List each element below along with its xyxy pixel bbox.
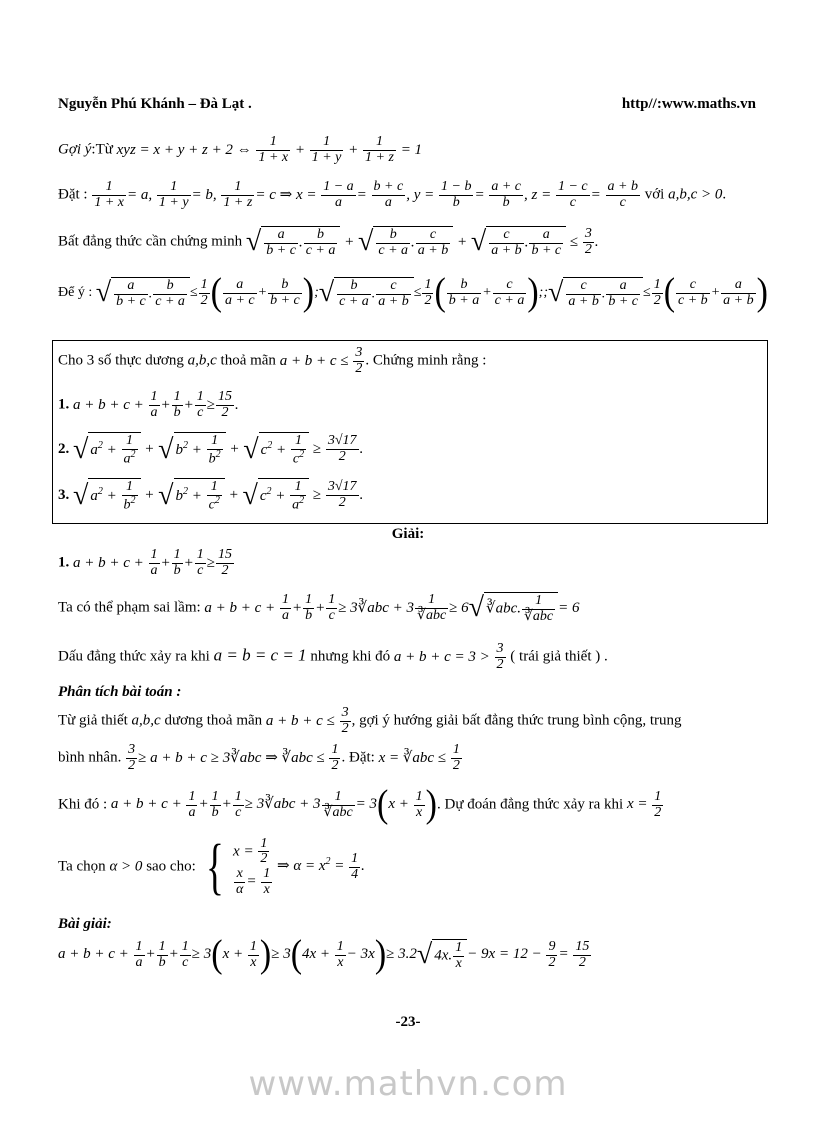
note-line: Để ý : √ $\frac{a}{b + c}$ . $\frac{b}{c + a}$ ≤ $\frac{1}{2}$ ( $\frac{a}{a + c}$ + $\frac{b}{b + c}$ );√ $\frac{b}{c + a}$ . $\frac{c}{a + b}$ ≤ $\frac{1}{2}$ ( $\frac{b}{b + a}$ + $\frac{c}{c + a}$ );;√ $\frac{c}{a + b}$ . $\frac{a}{b + c}$ ≤ $\frac{1}{2}$ ( $\frac{c}{c + b}$ + $\frac{a}{a + b}$ ) <box>58 271 768 314</box>
khi-do-line: Khi đó : a + b + c + $\frac{1}{a}$ + $\frac{1}{b}$ + $\frac{1}{c}$ ≥ 3∛abc + 3 $\frac{1}{\text{∛abc}}$ = 3(x + $\frac{1}{x}$ ). Dự đoán đẳng thức xảy ra khi x = $\frac{1}{2}$ <box>58 783 662 826</box>
inequality-to-prove: Bất đẳng thức cần chứng minh √ $\frac{a}{b + c}$ . $\frac{b}{c + a}$ + √ $\frac{b}{c + a}$ . $\frac{c}{a + b}$ + √ $\frac{c}{a + b}$ . $\frac{a}{b + c}$ ≤ $\frac{3}{2}$ . <box>58 226 599 258</box>
website-header: http//:www.maths.vn <box>621 96 756 112</box>
page-number: -23- <box>395 1014 421 1030</box>
analysis-line-1: Từ giả thiết a,b,c dương thoả mãn a + b + c ≤ $\frac{3}{2}$ , gợi ý hướng giải bất đẳng thức trung bình cộng, trung <box>58 705 682 736</box>
analysis-line-2: bình nhân. $\frac{3}{2}$ ≥ a + b + c ≥ 3∛abc ⇒ ∛abc ≤ $\frac{1}{2}$ . Đặt: x = ∛abc ≤ $\frac{1}{2}$ <box>58 742 460 773</box>
hint-line: Gợi ý:Từ xyz = x + y + z + 2 ⇔ $\frac{1}{1 + x}$ + $\frac{1}{1 + y}$ + $\frac{1}{1 + z}$ = 1 <box>58 134 423 165</box>
sao-cho-label: sao cho: <box>146 858 196 875</box>
solution-part-1: 1. a + b + c + $\frac{1}{a}$ + $\frac{1}{b}$ + $\frac{1}{c}$ ≥ $\frac{15}{2}$ <box>58 547 233 578</box>
analysis-line2-a: bình nhân. <box>58 749 122 766</box>
hint-label: Gợi ý <box>58 141 92 158</box>
item-number-1: 1. <box>58 396 70 413</box>
equality-text: Dấu đẳng thức xảy ra khi <box>58 648 210 665</box>
analysis-line1-a: Từ giả thiết <box>58 712 128 729</box>
equality-mid: nhưng khi đó <box>310 648 391 665</box>
hint-text: :Từ <box>91 141 113 158</box>
khi-do-label: Khi đó : <box>58 796 108 813</box>
mistake-text: Ta có thể phạm sai lầm: <box>58 599 201 616</box>
solution-title: Giải: <box>391 526 425 542</box>
problem-prove: . Chứng minh rằng : <box>365 352 487 369</box>
problem-item-2: 2. √ $a^2$ + $\frac{1}{a^2}$ + √ $b^2$ + $\frac{1}{b^2}$ + √ $c^2$ + $\frac{1}{c^2}$ ≥ $\frac{3√17}{2}$ . <box>58 433 364 467</box>
problem-condition: thoả mãn <box>220 352 276 369</box>
analysis-dat: . Đặt: <box>341 749 375 766</box>
analysis-line1-c: , gợi ý hướng giải bất đẳng thức trung bình cộng, trung <box>351 712 682 729</box>
de-y-label: Để ý : <box>58 285 93 301</box>
du-doan-text: . Dự đoán đẳng thức xảy ra khi <box>436 796 624 813</box>
choose-alpha-line: Ta chọn α > 0 sao cho: { x = $\frac{1}{2}$ $\frac{x}{\alpha}$ = $\frac{1}{x}$ ⇒ $\alpha = x^2$ = $\frac{1}{4}$ . <box>58 833 365 901</box>
analysis-line1-b: dương thoả mãn <box>164 712 263 729</box>
dat-label: Đặt : <box>58 186 88 203</box>
watermark: www.mathvn.com <box>248 1064 568 1104</box>
problem-intro: Cho 3 số thực dương <box>58 352 184 369</box>
final-solution-line: a + b + c + $\frac{1}{a}$ + $\frac{1}{b}$ + $\frac{1}{c}$ ≥ 3(x + $\frac{1}{x}$ )≥ 3(4x + $\frac{1}{x}$ − 3x)≥ 3.2√ 4x. $\frac{1}{x}$ − 9x = 12 − $\frac{9}{2}$ = $\frac{15}{2}$ <box>58 933 590 976</box>
author-header: Nguyễn Phú Khánh – Đà Lạt . <box>58 96 252 112</box>
bdt-label: Bất đẳng thức cần chứng minh <box>58 233 243 250</box>
equality-tail: ( trái giả thiết ) . <box>510 648 608 665</box>
chon-label: Ta chọn <box>58 858 106 875</box>
problem-item-3: 3. √ $a^2$ + $\frac{1}{b^2}$ + √ $b^2$ + $\frac{1}{c^2}$ + √ $c^2$ + $\frac{1}{a^2}$ ≥ $\frac{3√17}{2}$ . <box>58 479 364 513</box>
substitution-line: Đặt : $\frac{1}{1 + x}$ = a, $\frac{1}{1 + y}$ = b, $\frac{1}{1 + z}$ = c ⇒ x = $\frac{1 - a}{a}$ = $\frac{b + c}{a}$ , y = $\frac{1 - b}{b}$ = $\frac{a + c}{b}$ , z = $\frac{1 - c}{c}$ = $\frac{a + b}{c}$ với a,b,c > 0. <box>58 179 727 210</box>
bai-giai-title: Bài giải: <box>58 916 112 932</box>
part1-label: 1. <box>58 554 70 571</box>
item-number-3: 3. <box>58 486 70 503</box>
equality-line: Dấu đẳng thức xảy ra khi a = b = c = 1 nhưng khi đó a + b + c = 3 > $\frac{3}{2}$ ( trái giả thiết ) . <box>58 641 608 672</box>
analysis-title: Phân tích bài toán : <box>58 684 182 700</box>
problem-item-1: 1. a + b + c + $\frac{1}{a}$ + $\frac{1}{b}$ + $\frac{1}{c}$ ≥ $\frac{15}{2}$ . <box>58 389 239 420</box>
item-number-2: 2. <box>58 440 70 457</box>
problem-statement: Cho 3 số thực dương a,b,c thoả mãn a + b + c ≤ $\frac{3}{2}$ . Chứng minh rằng : <box>58 345 487 376</box>
dat-tail: với <box>644 186 665 203</box>
mistake-line: Ta có thể phạm sai lầm: a + b + c + $\frac{1}{a}$ + $\frac{1}{b}$ + $\frac{1}{c}$ ≥ 3∛abc + 3 $\frac{1}{\text{∛abc}}$ ≥ 6√ ∛abc. $\frac{1}{\text{∛abc}}$ = 6 <box>58 592 580 624</box>
